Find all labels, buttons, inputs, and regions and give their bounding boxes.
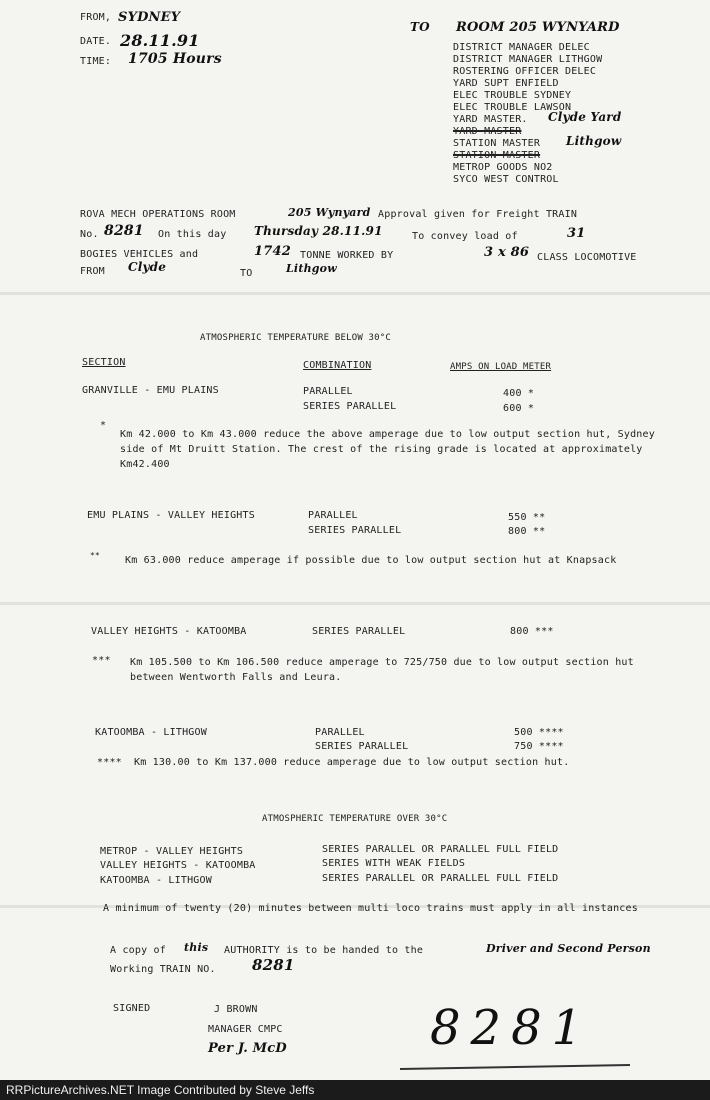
distribution-item: ELEC TROUBLE LAWSON xyxy=(453,102,572,113)
combination: SERIES WITH WEAK FIELDS xyxy=(322,858,466,869)
over-heading: ATMOSPHERIC TEMPERATURE OVER 30°C xyxy=(262,814,448,824)
to-route-label: TO xyxy=(240,268,253,279)
section-name: GRANVILLE - EMU PLAINS xyxy=(82,385,219,396)
combination: PARALLEL xyxy=(315,727,365,738)
to-label: TO xyxy=(410,20,430,34)
distribution-item: STATION MASTER xyxy=(453,138,541,149)
approval-line1-post: Approval given for Freight TRAIN xyxy=(378,209,578,220)
amps-value: 550 ** xyxy=(508,512,546,523)
amps-value: 800 *** xyxy=(510,626,554,637)
distribution-item: YARD MASTER xyxy=(453,126,522,137)
train-no-hand: 8281 xyxy=(104,223,144,239)
combination: SERIES PARALLEL xyxy=(315,741,409,752)
class-hand: 3 x 86 xyxy=(484,245,530,260)
approval-line1-pre: ROVA MECH OPERATIONS ROOM xyxy=(80,209,236,220)
per-initials-hand: Per J. McD xyxy=(208,1041,287,1056)
copy-pre: A copy of xyxy=(110,945,166,956)
bogies-label: BOGIES VEHICLES and xyxy=(80,249,199,260)
distribution-item: YARD MASTER. xyxy=(453,114,528,125)
copy-mid: AUTHORITY is to be handed to the xyxy=(224,945,424,956)
amps-value: 750 **** xyxy=(514,741,564,752)
date-label: DATE. xyxy=(80,36,112,47)
time-label: TIME: xyxy=(80,56,112,67)
section-name: METROP - VALLEY HEIGHTS xyxy=(100,846,244,857)
note-mark: *** xyxy=(92,655,111,666)
section-name: VALLEY HEIGHTS - KATOOMBA xyxy=(100,860,256,871)
note-mark: * xyxy=(100,420,107,431)
yard-master-hand: Clyde Yard xyxy=(548,110,622,124)
amps-value: 600 * xyxy=(503,403,535,414)
signer-name: J BROWN xyxy=(214,1004,258,1015)
working-train-hand: 8281 xyxy=(252,956,295,974)
from-route-label: FROM xyxy=(80,266,105,277)
minimum-note: A minimum of twenty (20) minutes between multi loco trains must apply in all instances xyxy=(103,903,638,914)
combination: SERIES PARALLEL xyxy=(303,401,397,412)
combination: PARALLEL xyxy=(303,386,353,397)
note-mark: ** xyxy=(90,551,101,560)
signer-title: MANAGER CMPC xyxy=(208,1024,283,1035)
combination: SERIES PARALLEL OR PARALLEL FULL FIELD xyxy=(322,873,559,884)
copy-driver-hand: Driver and Second Person xyxy=(486,942,651,955)
day-hand: Thursday 28.11.91 xyxy=(254,224,383,238)
from-value: SYDNEY xyxy=(118,10,181,25)
working-train-label: Working TRAIN NO. xyxy=(110,964,216,975)
amps-value: 800 ** xyxy=(508,526,546,537)
copy-this-hand: this xyxy=(184,941,209,954)
section-name: EMU PLAINS - VALLEY HEIGHTS xyxy=(87,510,255,521)
section-name: KATOOMBA - LITHGOW xyxy=(100,875,212,886)
from-label: FROM, xyxy=(80,12,112,23)
date-value: 28.11.91 xyxy=(120,31,200,50)
section-name: KATOOMBA - LITHGOW xyxy=(95,727,207,738)
distribution-item: YARD SUPT ENFIELD xyxy=(453,78,559,89)
room-hand: 205 Wynyard xyxy=(288,206,371,219)
class-loco-label: CLASS LOCOMOTIVE xyxy=(537,252,637,263)
note-text: Km 63.000 reduce amperage if possible due to low output section hut at Knapsack xyxy=(125,555,617,566)
from-route-hand: Clyde xyxy=(128,260,167,274)
paper-fold xyxy=(0,292,710,295)
distribution-item: DISTRICT MANAGER LITHGOW xyxy=(453,54,603,65)
amps-value: 500 **** xyxy=(514,727,564,738)
col-section-header: SECTION xyxy=(82,357,126,368)
combination: PARALLEL xyxy=(308,510,358,521)
combination: SERIES PARALLEL xyxy=(308,525,402,536)
distribution-item: STATION MASTER xyxy=(453,150,541,161)
note-text: Km 42.000 to Km 43.000 reduce the above amperage due to low output section hut, Sydney side of Mt Druitt Station. The crest of the rising grade is located at approximately Km42.400 xyxy=(120,429,655,470)
below-heading: ATMOSPHERIC TEMPERATURE BELOW 30°C xyxy=(200,333,392,343)
to-value: ROOM 205 WYNYARD xyxy=(456,20,620,35)
image-credit-bar: RRPictureArchives.NET Image Contributed by Steve Jeffs xyxy=(0,1080,710,1100)
on-day-label: On this day xyxy=(158,229,227,240)
combination: SERIES PARALLEL xyxy=(312,626,406,637)
load-hand: 31 xyxy=(567,226,586,241)
distribution-item: DISTRICT MANAGER DELEC xyxy=(453,42,590,53)
tonne-worked-label: TONNE WORKED BY xyxy=(300,250,394,261)
no-label: No. xyxy=(80,229,99,240)
big-train-number-hand: 8281 xyxy=(430,1000,593,1056)
note-text: Km 130.00 to Km 137.000 reduce amperage due to low output section hut. xyxy=(134,757,570,768)
distribution-item: ELEC TROUBLE SYDNEY xyxy=(453,90,572,101)
col-combination-header: COMBINATION xyxy=(303,360,372,371)
signature-underline xyxy=(400,1064,630,1070)
tonne-hand: 1742 xyxy=(254,244,291,259)
distribution-item: ROSTERING OFFICER DELEC xyxy=(453,66,597,77)
note-mark: **** xyxy=(97,757,122,768)
section-name: VALLEY HEIGHTS - KATOOMBA xyxy=(91,626,247,637)
time-value: 1705 Hours xyxy=(128,51,222,67)
note-text: Km 105.500 to Km 106.500 reduce amperage to 725/750 due to low output section hut between Wentworth Falls and Leura. xyxy=(130,657,634,683)
paper-fold xyxy=(0,602,710,605)
signed-label: SIGNED xyxy=(113,1003,151,1014)
col-amps-header: AMPS ON LOAD METER xyxy=(450,362,552,372)
station-master-hand: Lithgow xyxy=(566,134,622,148)
distribution-item: SYCO WEST CONTROL xyxy=(453,174,559,185)
convey-label: To convey load of xyxy=(412,231,518,242)
amps-value: 400 * xyxy=(503,388,535,399)
combination: SERIES PARALLEL OR PARALLEL FULL FIELD xyxy=(322,844,559,855)
distribution-item: METROP GOODS NO2 xyxy=(453,162,553,173)
to-route-hand: Lithgow xyxy=(286,262,337,275)
